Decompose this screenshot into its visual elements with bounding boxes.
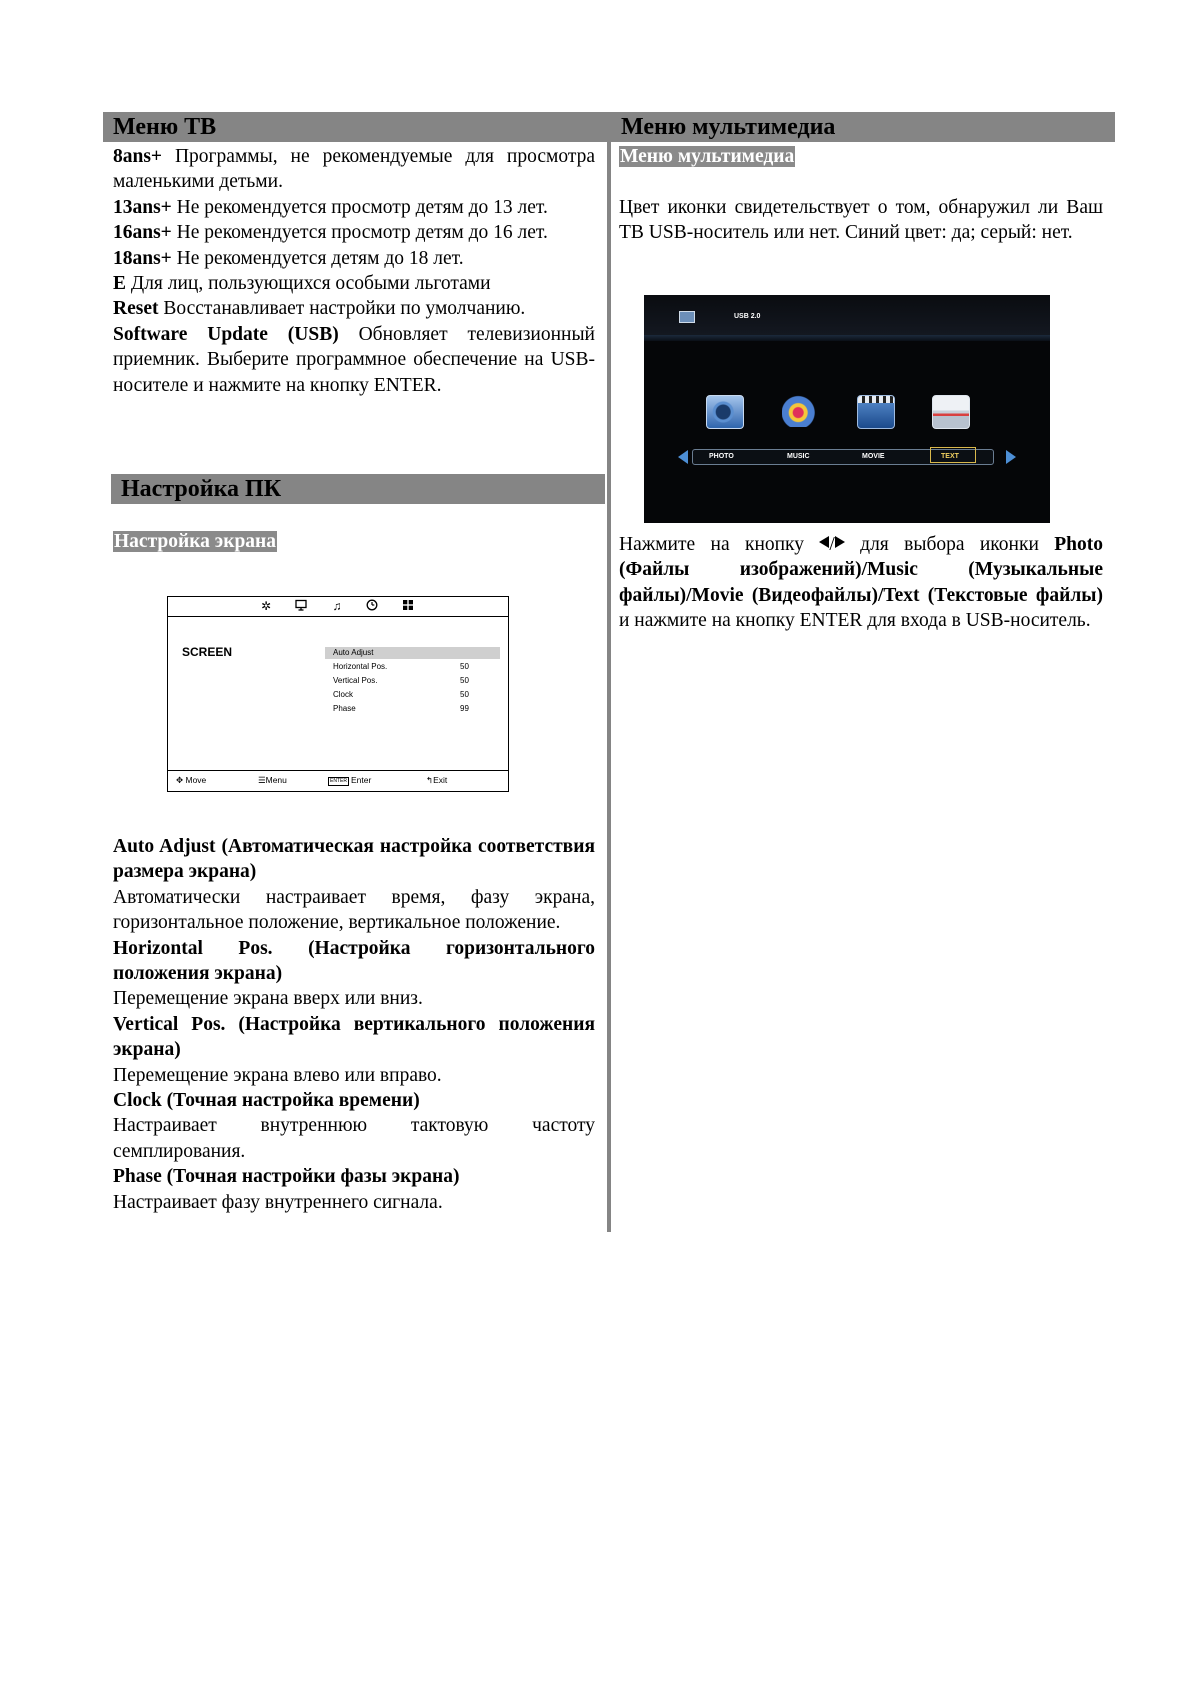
osd-row-value: 50 [460, 690, 469, 699]
mm-label-text[interactable]: TEXT [941, 453, 959, 460]
multimedia-sub-label-wrap [619, 145, 795, 169]
desc-term-vertical-pos: Vertical Pos. (Настройка вертикального положения экрана) [113, 1013, 595, 1061]
right-arrow-icon [835, 536, 845, 548]
enter-key-icon: ENTER [330, 778, 347, 784]
menu-icon: ☰ [258, 775, 266, 785]
entry-13ans [113, 195, 595, 220]
desc-text-vertical-pos: Перемещение экрана влево или вправо. [113, 1064, 442, 1086]
multimedia-menu-header [611, 112, 1115, 142]
entry-e [113, 271, 595, 296]
screen-osd-mock [167, 596, 509, 792]
entry-software-update [113, 322, 595, 398]
entry-term: Reset [113, 298, 159, 320]
nav-text-before: Нажмите на кнопку [619, 534, 820, 555]
entry-text: Не рекомендуется детям до 18 лет. [171, 247, 464, 269]
entry-term: Software Update (USB) [113, 323, 339, 345]
music-note-icon: ♫ [332, 599, 342, 613]
osd-row-vertical-pos[interactable] [325, 675, 500, 687]
movie-clapper-icon[interactable] [857, 395, 895, 429]
entry-text: Восстанавливает настройки по умолчанию. [158, 298, 526, 320]
move-arrows-icon: ✥ [176, 775, 184, 785]
photo-camera-icon[interactable] [706, 395, 744, 429]
pc-setup-title: Настройка ПК [121, 476, 282, 502]
return-icon: ↰ [426, 775, 434, 785]
entry-text: Не рекомендуется просмотр детям до 13 лет. [171, 196, 548, 218]
mm-label-movie[interactable]: MOVIE [862, 453, 885, 460]
osd-row-horizontal-pos[interactable] [325, 661, 500, 673]
entry-reset [113, 296, 595, 321]
osd-row-value: 99 [460, 704, 469, 713]
left-arrow-icon [819, 536, 829, 548]
nav-text-bold: Photo (Файлы изображений)/Music (Музыкальные файлы)/Movie (Видеофайлы)/Text (Текстовые файлы) [619, 534, 1103, 606]
nav-text-tail: и нажмите на кнопку ENTER для входа в USB-носитель. [619, 610, 1091, 632]
mm-top-band [644, 295, 1050, 339]
osd-move-label: Move [185, 775, 207, 785]
osd-row-label: Phase [333, 704, 356, 713]
entry-term: 13ans+ [113, 196, 172, 218]
osd-row-label: Auto Adjust [333, 648, 374, 657]
desc-term-auto-adjust: Auto Adjust (Автоматическая настройка соответствия размера экрана) [113, 836, 595, 883]
mm-label-photo[interactable]: PHOTO [709, 453, 734, 460]
tv-menu-title: Меню ТВ [113, 114, 217, 140]
clock-icon [365, 599, 379, 613]
osd-row-label: Vertical Pos. [333, 676, 378, 685]
entry-text: Не рекомендуется просмотр детям до 16 лет. [171, 222, 548, 244]
pc-setup-header [111, 474, 605, 504]
osd-menu-label: Menu [265, 775, 287, 785]
osd-enter-hint [328, 775, 371, 786]
desc-term-clock: Clock (Точная настройка времени) [113, 1090, 420, 1112]
osd-exit-hint [426, 775, 447, 786]
pc-setup-descriptions [113, 834, 595, 1215]
multimedia-screen-mock [644, 295, 1050, 523]
entry-text: Для лиц, пользующихся особыми льготами [126, 273, 491, 295]
osd-row-label: Clock [333, 690, 354, 699]
text-document-icon[interactable] [932, 395, 970, 429]
nav-left-arrow-icon[interactable] [678, 450, 688, 464]
osd-exit-label: Exit [433, 775, 448, 785]
osd-row-phase[interactable] [325, 703, 500, 715]
screen-setup-label-wrap [113, 530, 277, 554]
osd-row-auto-adjust[interactable] [325, 647, 500, 659]
desc-text-horizontal-pos: Перемещение экрана вверх или вниз. [113, 988, 423, 1010]
entry-8ans [113, 144, 595, 195]
nav-right-arrow-icon[interactable] [1006, 450, 1016, 464]
usb-label: USB 2.0 [734, 313, 761, 320]
music-disc-icon[interactable] [782, 395, 818, 427]
entry-text: Обновляет телевизионный приемник. Выберите программное обеспечение на USB-носителе и нажмите на кнопку ENTER. [113, 323, 595, 396]
osd-row-value: 50 [460, 662, 469, 671]
desc-text-phase: Настраивает фазу внутреннего сигнала. [113, 1191, 443, 1213]
entry-term: E [113, 273, 127, 295]
mm-divider-band [644, 335, 1050, 341]
multimedia-nav-paragraph [619, 532, 1103, 634]
desc-term-horizontal-pos: Horizontal Pos. (Настройка горизонтального положения экрана) [113, 937, 595, 985]
multimedia-intro [619, 195, 1103, 246]
osd-enter-label: Enter [350, 775, 372, 785]
multimedia-nav-instructions [619, 532, 1103, 634]
entry-text: Программы, не рекомендуемые для просмотра маленькими детьми. [113, 146, 595, 193]
osd-row-label: Horizontal Pos. [333, 662, 388, 671]
osd-move-hint [176, 775, 206, 786]
multimedia-sub-label: Меню мультимедиа [620, 146, 795, 167]
usb-device-icon [679, 311, 695, 323]
screen-setup-label: Настройка экрана [114, 531, 277, 552]
tv-menu-header [103, 112, 607, 142]
multimedia-menu-title: Меню мультимедиа [621, 114, 836, 140]
entry-16ans [113, 220, 595, 245]
multimedia-intro-text: Цвет иконки свидетельствует о том, обнаружил ли Ваш ТВ USB-носитель или нет. Синий цвет: да; серый: нет. [619, 197, 1103, 244]
osd-menu-hint [258, 775, 287, 786]
osd-row-value: 50 [460, 676, 469, 685]
entry-term: 18ans+ [113, 247, 172, 269]
osd-footer [168, 770, 508, 791]
entry-18ans [113, 246, 595, 271]
tv-menu-entries [113, 144, 595, 398]
mm-selection-frame [930, 447, 976, 463]
nav-text-after: для выбора иконки [844, 534, 1055, 555]
osd-tab-bar [168, 597, 508, 617]
desc-text-clock: Настраивает внутреннюю тактовую частоту семплирования. [113, 1115, 595, 1162]
osd-row-clock[interactable] [325, 689, 500, 701]
gear-icon: ✲ [260, 599, 272, 613]
desc-text-auto-adjust: Автоматически настраивает время, фазу экрана, горизонтальное положение, вертикальное положение. [113, 886, 595, 934]
entry-term: 16ans+ [113, 222, 172, 244]
grid-icon [401, 599, 415, 613]
entry-term: 8ans+ [113, 146, 163, 167]
monitor-icon [294, 599, 308, 613]
column-divider [607, 112, 611, 1232]
nav-slash: / [829, 534, 835, 555]
osd-title: SCREEN [182, 645, 233, 659]
desc-term-phase: Phase (Точная настройки фазы экрана) [113, 1166, 460, 1188]
mm-label-music[interactable]: MUSIC [787, 453, 810, 460]
